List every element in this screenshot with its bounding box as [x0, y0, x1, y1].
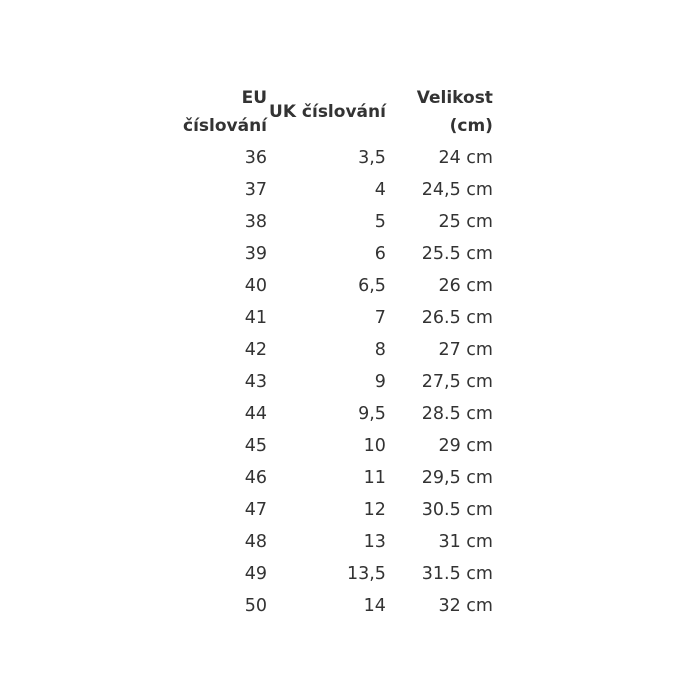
cell-eu: 38	[244, 212, 268, 232]
header-eu-line2: číslování	[183, 116, 268, 136]
cell-eu: 49	[244, 564, 268, 584]
cell-eu: 43	[244, 372, 268, 392]
cell-eu: 36	[244, 148, 268, 168]
cell-cm: 29,5 cm	[421, 468, 493, 488]
cell-cm: 27,5 cm	[421, 372, 493, 392]
cell-eu: 40	[244, 276, 268, 296]
cell-eu: 50	[244, 596, 268, 616]
cell-cm: 24 cm	[438, 148, 493, 168]
cell-eu: 45	[244, 436, 268, 456]
cell-uk: 12	[363, 500, 386, 520]
cell-cm: 26.5 cm	[421, 308, 493, 328]
header-cm-line2: (cm)	[449, 116, 493, 136]
cell-cm: 31.5 cm	[421, 564, 493, 584]
cell-eu: 48	[244, 532, 268, 552]
table-row	[183, 558, 493, 590]
table-row	[183, 590, 493, 622]
table-row	[183, 398, 493, 430]
cell-eu: 46	[244, 468, 268, 488]
cell-uk: 11	[363, 468, 386, 488]
header-cm-line1: Velikost	[416, 88, 493, 108]
cell-cm: 31 cm	[438, 532, 493, 552]
header-row	[183, 82, 493, 142]
table-row	[183, 462, 493, 494]
table-body	[183, 142, 493, 622]
size-chart-table	[183, 82, 493, 622]
cell-eu: 47	[244, 500, 268, 520]
cell-cm: 25.5 cm	[421, 244, 493, 264]
cell-uk: 14	[363, 596, 386, 616]
cell-cm: 28.5 cm	[421, 404, 493, 424]
cell-uk: 6,5	[358, 276, 386, 296]
table-row	[183, 494, 493, 526]
cell-eu: 39	[244, 244, 268, 264]
cell-uk: 9,5	[358, 404, 386, 424]
table-row	[183, 366, 493, 398]
cell-cm: 30.5 cm	[421, 500, 493, 520]
table-row	[183, 238, 493, 270]
cell-uk: 4	[374, 180, 386, 200]
cell-uk: 7	[374, 308, 386, 328]
table-row	[183, 142, 493, 174]
cell-cm: 29 cm	[438, 436, 493, 456]
cell-eu: 42	[244, 340, 268, 360]
cell-cm: 24,5 cm	[421, 180, 493, 200]
header-uk: UK číslování	[269, 102, 386, 122]
cell-eu: 37	[244, 180, 268, 200]
cell-cm: 25 cm	[438, 212, 493, 232]
table-row	[183, 430, 493, 462]
table-header	[183, 82, 493, 142]
cell-uk: 5	[374, 212, 386, 232]
cell-uk: 9	[374, 372, 386, 392]
header-eu-line1: EU	[241, 88, 268, 108]
cell-uk: 13,5	[346, 564, 386, 584]
cell-uk: 3,5	[358, 148, 386, 168]
cell-uk: 10	[363, 436, 386, 456]
cell-eu: 41	[244, 308, 268, 328]
cell-eu: 44	[244, 404, 268, 424]
table-row	[183, 302, 493, 334]
cell-cm: 26 cm	[438, 276, 493, 296]
table-row	[183, 526, 493, 558]
table-row	[183, 174, 493, 206]
table-row	[183, 206, 493, 238]
table-row	[183, 270, 493, 302]
cell-cm: 32 cm	[438, 596, 493, 616]
cell-cm: 27 cm	[438, 340, 493, 360]
header-eu	[183, 82, 267, 142]
cell-uk: 13	[363, 532, 386, 552]
table-row	[183, 334, 493, 366]
cell-uk: 6	[374, 244, 386, 264]
header-cm	[386, 82, 493, 142]
cell-uk: 8	[374, 340, 386, 360]
